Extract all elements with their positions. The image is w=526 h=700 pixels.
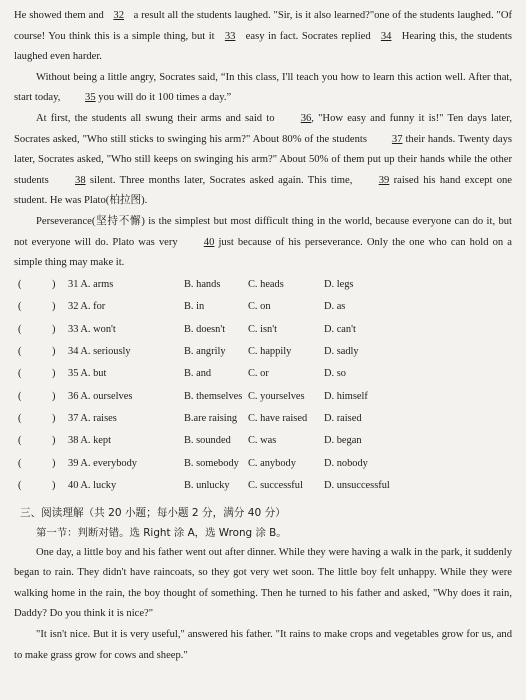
option-d: D. nobody [324,457,368,469]
option-c: C. isn't [248,323,278,335]
option-b: B. doesn't [184,323,226,335]
option-a: 38 A. kept [68,435,112,447]
text: silent. Three months later, Socrates asked again. This time, [85,174,357,186]
blank-32: 32 [113,10,124,21]
option-b: B. unlucky [184,480,230,492]
option-a: 40 A. lucky [68,480,117,492]
option-c: C. or [248,368,269,380]
answer-bracket-open: ( [18,323,22,335]
text: Without being a little angry, Socrates said, “In this class, I'll teach you how to learn this action well. After that, start today, [14,71,512,104]
passage-paragraph-3 [14,109,512,212]
reading-paragraph-1: One day, a little boy and his father went out after dinner. While they were having a walk in the park, it suddenly began to rain. They didn't have raincoats, so they got very wet soon. The little boy felt unhappy. While they were walking home in the rain, the boy thought of something. Then he turned to his father and asked, "Why does it rain, Daddy? Do you think it is nice?" [14,546,512,620]
option-b: B.are raising [184,413,238,425]
reading-paragraph-2: "It isn't nice. But it is very useful," answered his father. "It rains to make crops and vegetables grow for us, and to make grass grow for cows and sheep." [14,629,512,661]
text: a result all the students laughed. "Sir, is it also learned?"one of the students laughed. "Of course! You think this is a simple thing, but it [14,10,512,42]
option-d: D. legs [324,278,354,290]
text: At first, the students all swung their arms and said to [36,112,279,124]
answer-bracket-open: ( [18,278,22,290]
answer-bracket-close: ) [52,345,56,357]
option-d: D. can't [324,323,356,335]
answer-bracket-close: ) [52,301,56,313]
answer-bracket-open: ( [18,301,22,313]
text: raised his hand except one student. He was Plato(柏拉图). [14,174,512,207]
blank-37: 37 [391,133,403,145]
option-d: D. himself [324,390,368,402]
option-row [14,477,512,499]
answer-options [14,276,512,500]
option-row [14,432,512,454]
sub-section-title: 第一节：判断对错。选 Right 涂 A，选 Wrong 涂 B。 [36,526,287,539]
option-c: C. heads [248,278,284,290]
text: Perseverance(坚持不懈) is the simplest but most difficult thing in the world, because everyone can do it, but not everyone will do. Plato was very [14,215,512,248]
option-c: C. was [248,435,277,447]
option-a: 39 A. everybody [68,457,137,469]
answer-bracket-open: ( [18,457,22,469]
passage-paragraph-4 [14,212,512,274]
answer-bracket-open: ( [18,413,22,425]
option-row [14,365,512,387]
option-b: B. and [184,368,212,380]
option-row [14,298,512,320]
option-c: C. yourselves [248,390,305,402]
option-row [14,276,512,298]
blank-35: 35 [85,92,96,104]
option-b: B. in [184,301,205,313]
section-title: 三、阅读理解（共 20 小题；每小题 2 分，满分 40 分） [20,506,286,519]
option-d: D. sadly [324,345,359,357]
passage-paragraph-1 [14,6,512,68]
answer-bracket-close: ) [52,278,56,290]
answer-bracket-close: ) [52,480,56,492]
answer-bracket-open: ( [18,345,22,357]
option-d: D. began [324,435,362,447]
option-c: C. anybody [248,457,296,469]
option-d: D. unsuccessful [324,480,390,492]
option-c: C. successful [248,480,303,492]
text: just because of his perseverance. Only the one who can hold on a simple thing may make it. [14,236,512,269]
option-b: B. hands [184,278,221,290]
blank-34: 34 [380,30,392,42]
text: easy in fact. Socrates replied [242,30,375,42]
answer-bracket-close: ) [52,323,56,335]
answer-bracket-open: ( [18,390,22,402]
passage-paragraph-2 [14,68,512,109]
option-d: D. so [324,368,346,380]
answer-bracket-open: ( [18,480,22,492]
answer-bracket-close: ) [52,435,56,447]
option-a: 31 A. arms [68,278,114,290]
text: Hearing this, the students laughed even harder. [14,30,513,63]
option-row [14,410,512,432]
option-d: D. as [324,301,346,313]
option-row [14,343,512,365]
blank-33: 33 [224,30,236,42]
answer-bracket-close: ) [52,368,56,380]
blank-40: 40 [203,236,215,248]
answer-bracket-close: ) [52,390,56,402]
text: He showed them and [14,10,107,21]
text: , "How easy and funny it is!" Ten days later, Socrates asked, "Who still sticks to swinging his arm?" About 80% of the students [14,112,513,145]
option-row [14,321,512,343]
option-a: 32 A. for [68,301,106,313]
option-c: C. have raised [248,413,308,425]
option-b: B. themselves [184,390,243,402]
answer-bracket-close: ) [52,413,56,425]
option-row [14,455,512,477]
answer-bracket-open: ( [18,435,22,447]
option-a: 33 A. won't [68,323,116,335]
option-b: B. angrily [184,345,226,357]
option-a: 37 A. raises [68,413,117,425]
option-b: B. sounded [184,435,231,447]
answer-bracket-close: ) [52,457,56,469]
option-d: D. raised [324,413,362,425]
option-a: 34 A. seriously [68,345,131,357]
option-c: C. happily [248,345,292,357]
option-a: 35 A. but [68,368,107,380]
blank-36: 36 [300,112,312,124]
option-c: C. on [248,301,271,313]
option-a: 36 A. ourselves [68,390,133,402]
text: you will do it 100 times a day.” [95,92,232,104]
answer-bracket-open: ( [18,368,22,380]
option-row [14,388,512,410]
blank-38: 38 [75,174,86,186]
option-b: B. somebody [184,457,239,469]
text: their hands. Twenty days later, Socrates asked, "Who still keeps on swinging his arm?" About 50% of them put up their hands while the other students [14,133,513,186]
blank-39: 39 [378,174,390,186]
